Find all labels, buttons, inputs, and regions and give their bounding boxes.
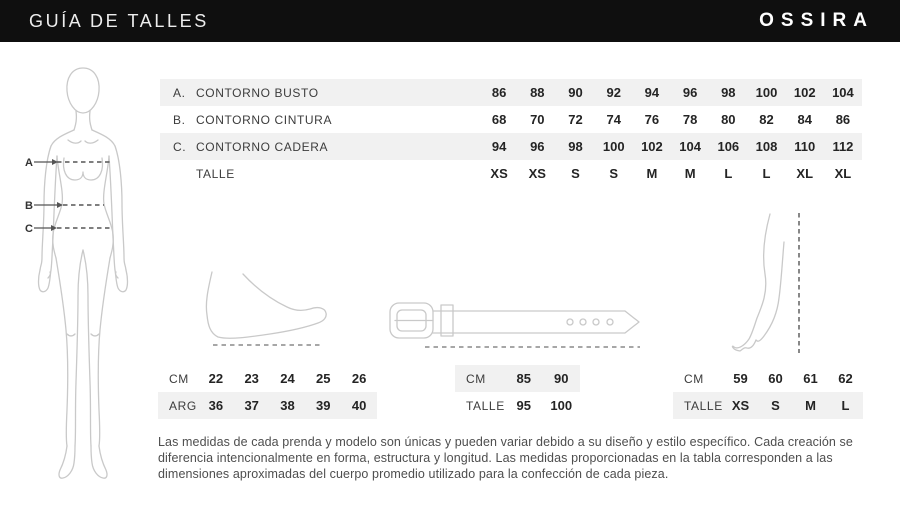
- cell: 24: [280, 371, 295, 386]
- cell: 96: [530, 139, 545, 154]
- row-letter: [173, 167, 196, 181]
- header-bar: [0, 0, 900, 42]
- cell: 36: [208, 398, 224, 413]
- row-label: CONTORNO CADERA: [196, 139, 329, 154]
- cell: 100: [550, 398, 573, 413]
- cell: M: [684, 166, 696, 181]
- table-row: [455, 392, 580, 419]
- disclaimer-text: Las medidas de cada prenda y modelo son únicas y pueden variar debido a su diseño y estilo específico. Cada creación se diferencia intencionalmente en forma, estructura y longitud. Las medidas proporcionadas en la tabla corresponden a las dimensiones aproximadas del cuerpo promedio utilizado para la confección de cada pieza.: [158, 435, 853, 481]
- cell: 110: [794, 139, 816, 154]
- row-label: TALLE: [684, 398, 723, 413]
- shoe-size-table: [158, 365, 377, 419]
- cell: 38: [280, 398, 295, 413]
- cell: 74: [606, 112, 621, 127]
- foot-illustration: [155, 265, 330, 350]
- cell: 72: [568, 112, 583, 127]
- cell: L: [724, 166, 733, 181]
- cell: 23: [244, 371, 259, 386]
- belt-size-table: [455, 365, 580, 419]
- cell: M: [646, 166, 658, 181]
- figure-marker-a: A: [25, 157, 33, 169]
- cell: 106: [717, 139, 740, 154]
- cell: 104: [679, 139, 701, 154]
- cell: 59: [733, 371, 748, 386]
- cell: 100: [602, 139, 625, 154]
- table-row: [158, 365, 377, 392]
- cell: S: [771, 398, 780, 413]
- cell: 90: [568, 85, 583, 100]
- brand-logo: OSSIRA: [759, 10, 874, 31]
- cell: S: [609, 166, 619, 181]
- cell: 61: [803, 371, 818, 386]
- cell: 26: [351, 371, 367, 386]
- cell: 86: [491, 85, 507, 100]
- cell: 62: [838, 371, 853, 386]
- cell: 39: [316, 398, 331, 413]
- row-label: CONTORNO BUSTO: [196, 85, 319, 100]
- cell: 70: [530, 112, 545, 127]
- cell: XL: [834, 166, 852, 181]
- belt-illustration: [375, 295, 655, 355]
- table-row-busto: [160, 79, 862, 106]
- row-letter: C.: [173, 139, 187, 154]
- cell: XL: [796, 166, 814, 181]
- row-label: CM: [466, 371, 486, 386]
- row-label: CM: [684, 371, 704, 386]
- cell: 90: [554, 371, 569, 386]
- cell: 94: [644, 85, 660, 100]
- cell: 86: [835, 112, 851, 127]
- table-row: [455, 365, 580, 392]
- cell: 40: [351, 398, 367, 413]
- female-figure-illustration: [20, 52, 170, 497]
- table-row: [158, 392, 377, 419]
- cell: 88: [530, 85, 545, 100]
- table-row: [673, 392, 863, 419]
- cell: 37: [244, 398, 259, 413]
- cell: 92: [606, 85, 621, 100]
- cell: 102: [793, 85, 816, 100]
- row-label: CONTORNO CINTURA: [196, 112, 333, 127]
- cell: 96: [682, 85, 698, 100]
- row-letter: B.: [173, 112, 186, 127]
- cell: 60: [768, 371, 783, 386]
- cell: 25: [316, 371, 331, 386]
- page-title: GUÍA DE TALLES: [29, 10, 209, 31]
- figure-marker-b: B: [25, 200, 33, 212]
- cell: L: [762, 166, 771, 181]
- row-label: TALLE: [196, 166, 235, 181]
- cell: 100: [755, 85, 778, 100]
- row-label: TALLE: [466, 398, 505, 413]
- cell: 76: [644, 112, 660, 127]
- table-row-cadera: [160, 133, 862, 160]
- cell: 85: [516, 371, 531, 386]
- cell: 104: [832, 85, 854, 100]
- sleeve-size-table: [673, 365, 863, 419]
- cell: M: [805, 398, 816, 413]
- row-label: ARG: [169, 398, 197, 413]
- cell: 68: [491, 112, 507, 127]
- cell: 82: [759, 112, 774, 127]
- table-row-cintura: [160, 106, 862, 133]
- cell: 95: [516, 398, 531, 413]
- figure-marker-c: C: [25, 223, 33, 235]
- cell: XS: [528, 166, 546, 181]
- cell: 108: [755, 139, 778, 154]
- table-row: [673, 365, 863, 392]
- cell: 78: [682, 112, 698, 127]
- body-measurement-table: [160, 79, 862, 187]
- cell: XS: [490, 166, 508, 181]
- cell: XS: [731, 398, 750, 413]
- cell: 84: [797, 112, 812, 127]
- cell: S: [571, 166, 580, 181]
- cell: 80: [721, 112, 736, 127]
- cell: 112: [832, 139, 854, 154]
- arm-illustration: [710, 208, 820, 358]
- cell: 94: [491, 139, 507, 154]
- row-letter: A.: [173, 85, 186, 100]
- row-label: CM: [169, 371, 189, 386]
- table-row-talle: [160, 160, 862, 187]
- cell: L: [841, 398, 850, 413]
- cell: 98: [721, 85, 736, 100]
- cell: 102: [641, 139, 663, 154]
- cell: 98: [568, 139, 583, 154]
- cell: 22: [208, 371, 224, 386]
